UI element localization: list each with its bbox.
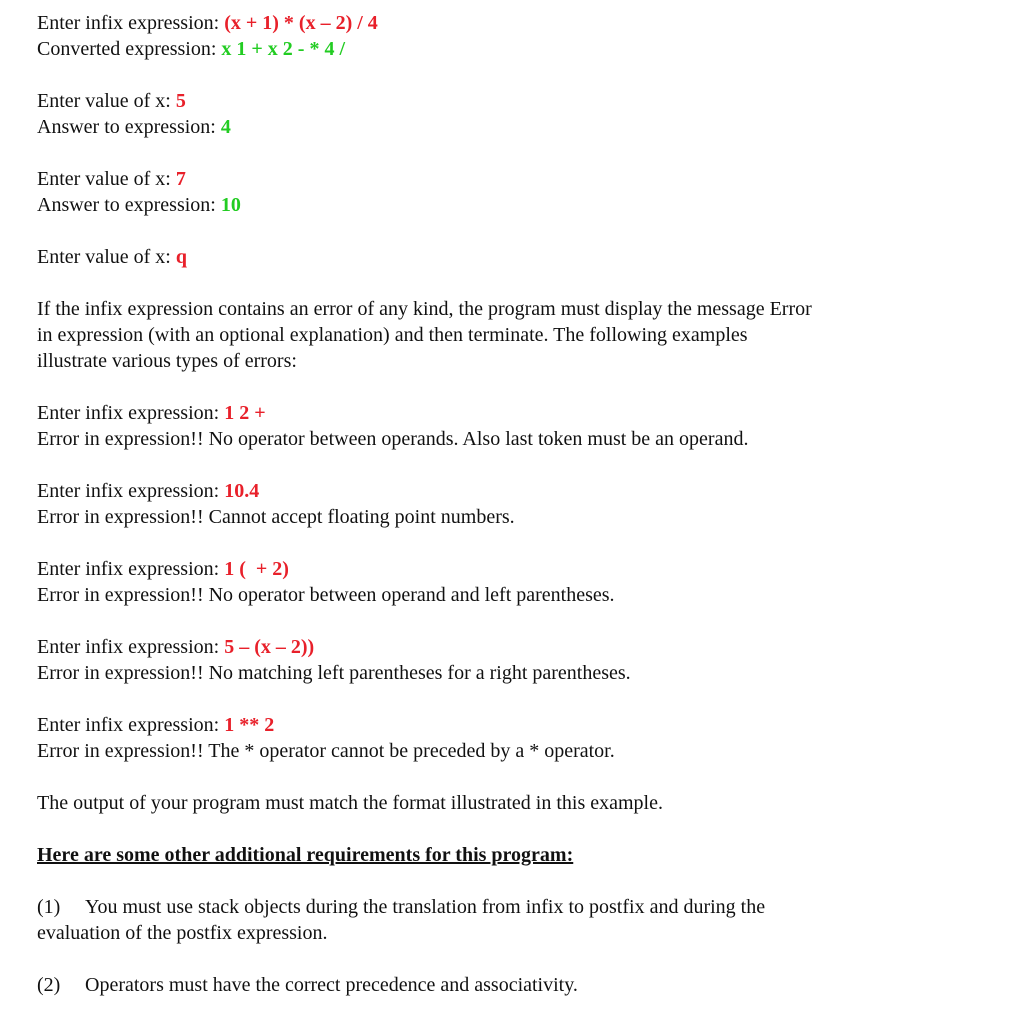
answer-prompt: Answer to expression: (37, 194, 221, 216)
format-note: The output of your program must match the format illustrated in this example. (37, 792, 663, 814)
infix-value: (x + 1) * (x – 2) / 4 (224, 12, 378, 34)
requirements-heading: Here are some other additional requirements for this program: (37, 844, 574, 866)
error-message: Error in expression!! No matching left parentheses for a right parentheses. (37, 662, 631, 684)
requirement-text: Operators must have the correct precedence and associativity. (85, 974, 578, 996)
error-intro-line: in expression (with an optional explanation) and then terminate. The following examples (37, 324, 748, 346)
answer-line-2 (37, 192, 977, 218)
quit-line (37, 244, 977, 270)
error-example-input (37, 634, 977, 660)
requirement-number: (2) (37, 974, 61, 996)
error-input: 1 2 + (224, 402, 266, 424)
x-line-1 (37, 88, 977, 114)
document (37, 10, 977, 998)
x-line-2 (37, 166, 977, 192)
error-input: 10.4 (224, 480, 260, 502)
error-prompt: Enter infix expression: (37, 402, 225, 424)
requirement-item (37, 972, 977, 998)
error-message: Error in expression!! Cannot accept floating point numbers. (37, 506, 515, 528)
error-example-input (37, 712, 977, 738)
error-message: Error in expression!! No operator between operands. Also last token must be an operand. (37, 428, 749, 450)
error-prompt: Enter infix expression: (37, 714, 225, 736)
error-message: Error in expression!! The * operator cannot be preceded by a * operator. (37, 740, 615, 762)
quit-value: q (175, 246, 187, 268)
error-example-input (37, 556, 977, 582)
error-prompt: Enter infix expression: (37, 480, 225, 502)
error-input: 1 ( + 2) (224, 558, 289, 580)
error-prompt: Enter infix expression: (37, 558, 225, 580)
answer-prompt: Answer to expression: (37, 116, 221, 138)
error-input: 1 ** 2 (224, 714, 275, 736)
error-input: 5 – (x – 2)) (224, 636, 315, 658)
answer-line-1 (37, 114, 977, 140)
error-example-input (37, 478, 977, 504)
x-value: 5 (175, 90, 186, 112)
requirement-item (37, 894, 977, 946)
error-intro-line: illustrate various types of errors: (37, 350, 297, 372)
infix-line (37, 10, 977, 36)
infix-prompt: Enter infix expression: (37, 12, 225, 34)
requirement-number: (1) (37, 896, 61, 918)
requirement-text: You must use stack objects during the translation from infix to postfix and during the (85, 896, 766, 918)
error-message: Error in expression!! No operator between operand and left parentheses. (37, 584, 615, 606)
converted-value: x 1 + x 2 - * 4 / (221, 38, 346, 60)
quit-prompt: Enter value of x: (37, 246, 176, 268)
converted-prompt: Converted expression: (37, 38, 222, 60)
x-prompt: Enter value of x: (37, 168, 176, 190)
x-value: 7 (175, 168, 186, 190)
error-intro-line: If the infix expression contains an error of any kind, the program must display the message Error (37, 298, 812, 320)
converted-line (37, 36, 977, 62)
answer-value: 10 (220, 194, 241, 216)
answer-value: 4 (220, 116, 231, 138)
error-intro-paragraph (37, 296, 977, 374)
x-prompt: Enter value of x: (37, 90, 176, 112)
error-prompt: Enter infix expression: (37, 636, 225, 658)
requirement-text-continued: evaluation of the postfix expression. (37, 922, 328, 944)
error-example-input (37, 400, 977, 426)
